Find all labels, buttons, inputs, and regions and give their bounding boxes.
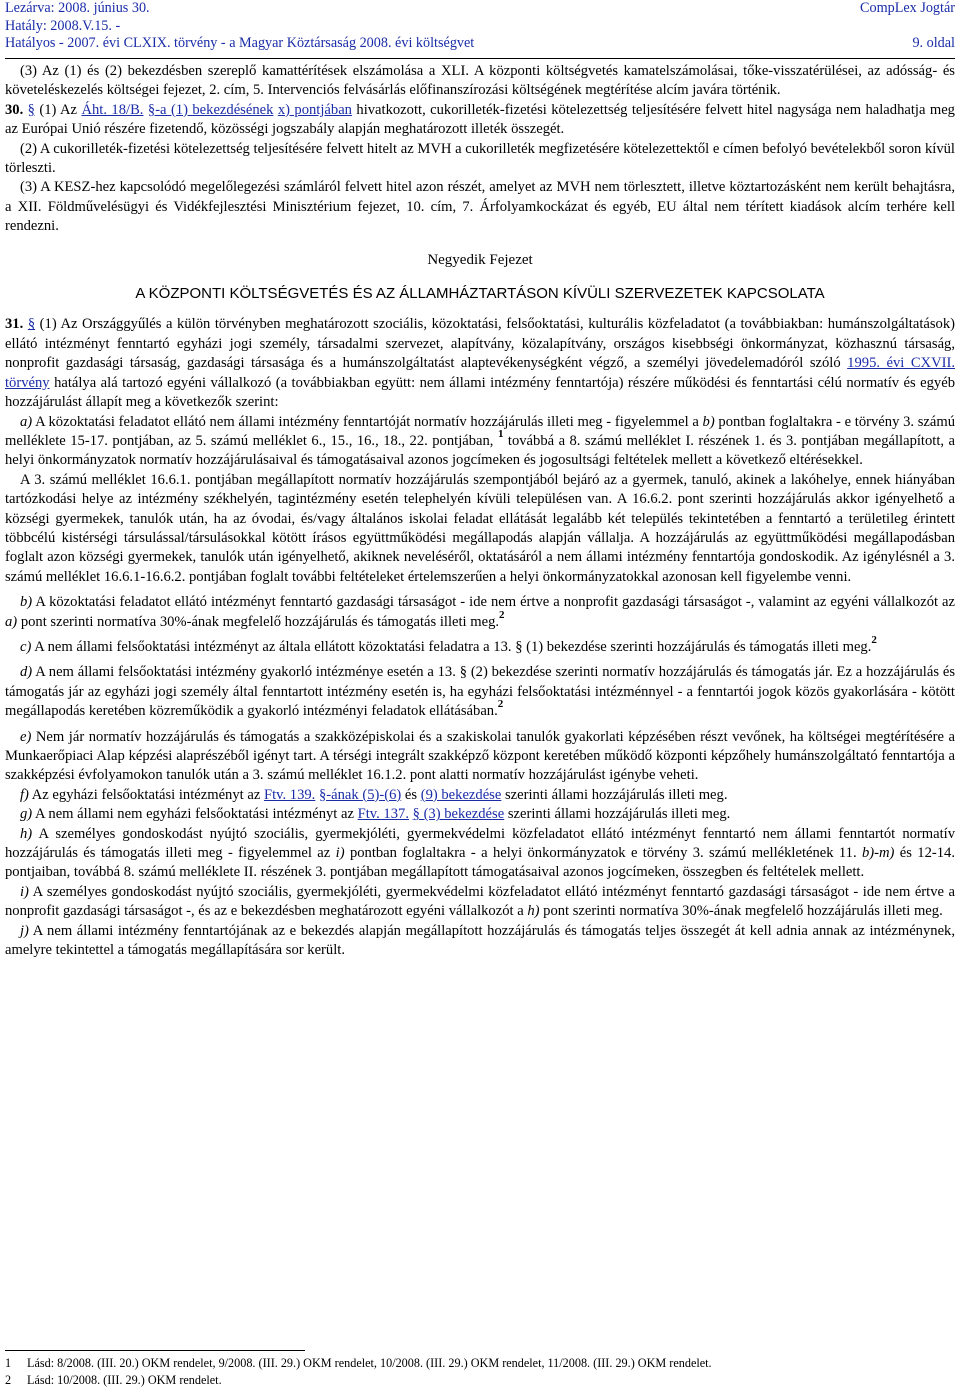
- point-a-text1: A közoktatási feladatot ellátó nem állami intézmény fenntartóját normatív hozzájárulás illeti meg - figyelemmel a: [35, 413, 699, 430]
- header-law-title: Hatályos - 2007. évi CLXIX. törvény - a Magyar Köztársaság 2008. évi költségvet: [5, 35, 475, 51]
- point-i-text1: A személyes gondoskodást nyújtó szociális, gyermekjóléti, gyermekvédelmi közfeladatot ellátó intézményt fenntartó gazdasági társaságot - ide nem értve a nonprofit gazdasági társaságot -, és az e bekezdésben meghatározott egyéni vállalkozót a: [5, 883, 955, 920]
- point-g: [5, 805, 955, 824]
- point-b: [5, 593, 955, 632]
- point-i: [5, 883, 955, 922]
- point-h-label: h): [20, 825, 33, 842]
- point-h-text2: pontban foglaltakra - a helyi önkormányzatok e törvény 3. számú mellékletének 11.: [349, 845, 857, 862]
- point-h-text1: A személyes gondoskodást nyújtó szociális, gyermekjóléti, gyermekvédelmi közfeladatot ellátó intézményt fenntartó nem állami fenntartót normatív hozzájárulás és támogatás illeti meg - figyelemmel az: [5, 825, 956, 862]
- section-30-p1-rest: hivatkozott, cukorilleték-fizetési kötelezettség teljesítésére felvett hitel nagysága nem haladhatja meg az Európai Unió részére fizetendő, közösségi jogszabály alapján meghatározott illeték összegét.: [5, 101, 955, 138]
- section-31-intro-a: (1) Az Országgyűlés a külön törvényben meghatározott szociális, közoktatási, felsőoktatási, kulturális közfeladatot (a továbbiakban: humánszolgáltatások) ellátó intézményt fenntartó egyházi jogi személy, társadalmi szervezet, alapítvány, közalapítvány, országos kisebbségi önkormányzat, közhasznú társaság, nonprofit gazdasági társaság, gazdasági társasága és a humánszolgáltatást alaptevékenységként végző, a személyi jövedelemadóról szóló: [5, 316, 955, 372]
- link-ftv-139-para[interactable]: §-ának (5)-(6): [318, 786, 402, 803]
- point-b-label: b): [20, 594, 33, 611]
- point-c-label: c): [20, 638, 32, 655]
- point-b-text1: A közoktatási feladatot ellátó intézményt fenntartó gazdasági társaságot - ide nem értve a nonprofit gazdasági társaságot -, valamint az egyéni vállalkozót az: [35, 594, 956, 611]
- link-ftv-139-9[interactable]: (9) bekezdése: [420, 786, 502, 803]
- point-b-text2: pont szerinti normatíva 30%-ának megfelelő hozzájárulás és támogatás illeti meg.: [20, 613, 500, 630]
- footnote-1-number: 1: [5, 1356, 12, 1370]
- point-d-text: A nem állami felsőoktatási intézmény gyakorló intézménye esetén a 13. § (2) bekezdése szerinti normatív hozzájárulás és támogatás jár. Ez a hozzájárulás és támogatás jár az egyházi jogi személy által fenntartott intézmény esetén is, ha egyházi felsőoktatási intézménnyel - a fenntartói jogok közös gyakorlására - kötött megállapodás keretében közreműködik a gyakorló intézményi feladatok ellátásában.: [5, 664, 956, 720]
- point-a-ref-b: b): [702, 413, 715, 430]
- point-a: [5, 413, 955, 471]
- point-f-and: és: [404, 786, 418, 803]
- page-header: [5, 0, 955, 56]
- chapter-title: A KÖZPONTI KÖLTSÉGVETÉS ÉS AZ ÁLLAMHÁZTARTÁSON KÍVÜLI SZERVEZETEK KAPCSOLATA: [135, 285, 825, 303]
- point-j-text: A nem állami intézmény fenntartójának az e bekezdés alapján megállapított hozzájárulás és támogatás teljes összegét át kell adnia annak az intézménynek, amelyre tekintettel a támogatás megállapítására sor került.: [5, 922, 955, 959]
- point-d: [5, 663, 955, 721]
- footnote-2: [5, 1372, 955, 1389]
- footnote-ref-2[interactable]: 2: [497, 698, 504, 711]
- point-c: [5, 633, 955, 657]
- footnote-2-number: 2: [5, 1373, 12, 1387]
- header-page-number: 9. oldal: [912, 35, 955, 51]
- point-e-text: Nem jár normatív hozzájárulás és támogatás a szakközépiskolai és a szakiskolai tanulók gyakorlati képzésében részt vevőnek, ha költségei megtérítésére a Munkaerőpiaci Alap képzési alaprészéből igényt tart. A térségi integrált szakképző központ keretében működő központi képzőhely humánszolgáltató fenntartója a szakképzési évfolyamokon tanulók után a 3. számú melléklet 16.1.2. pont alatti normatív hozzájárulást igénybe veheti.: [5, 728, 955, 784]
- section-31-intro-b: hatálya alá tartozó egyéni vállalkozó (a továbbiakban együtt: nem állami intézmény fenntartója) részére működési és fenntartási célú normatív és egyéb hozzájárulást állapít meg a következők szerint:: [5, 374, 955, 411]
- point-g-text1: A nem állami nem egyházi felsőoktatási intézményt az: [35, 806, 354, 823]
- header-row-2: [5, 18, 955, 36]
- point-f-text1: Az egyházi felsőoktatási intézményt az: [31, 786, 261, 803]
- point-f-label: f): [20, 786, 29, 803]
- header-divider: [5, 58, 955, 59]
- footnotes: [5, 1350, 955, 1389]
- point-h-text3: és 12-14. pontjaiban, továbbá 8. számú melléklete II. részének 3. pontjában megállapított támogatásaival azonos jogcímeken, összegben és feltételek mellett.: [5, 845, 955, 881]
- point-a-text2: pontban foglaltakra - e törvény 3. számú melléklete 15-17. pontjában, az 5. számú melléklet 6., 15., 16., 18., 22. pontjában,: [5, 413, 956, 449]
- point-h-ref-bm: b)-m): [861, 845, 895, 862]
- section-30-para-3: (3) A KESZ-hez kapcsolódó megelőlegezési számláról felvett hitel azon részét, amelyet az MVH nem törlesztett, illetve köztartozásként nem került behajtásra, a XII. Földművelésügyi és Vidékfejlesztési Minisztérium fejezet, 10. cím, 7. Árfolyamkockázat és egyéb, EU által nem térített kiadások alcím terhére kell rendezni.: [5, 179, 955, 235]
- header-effective: Hatály: 2008.V.15. -: [5, 17, 121, 34]
- point-a-label: a): [20, 413, 33, 430]
- section-30-number: 30.: [5, 101, 24, 118]
- header-row-1: [5, 0, 955, 18]
- section-29-para-3: (3) Az (1) és (2) bekezdésben szereplő kamattérítések elszámolása a XLI. A központi költségvetés kamatelszámolásai, tőke-visszatérülései, az adósság- és követeléskezelés költségei fejezet, 2. cím, 5. Intervenciós felvásárlás előfinanszírozási költségének megtérítése alcím javára történik.: [5, 63, 955, 99]
- point-j-label: j): [20, 922, 29, 939]
- footnote-ref-2[interactable]: 2: [871, 633, 877, 646]
- point-g-label: g): [20, 806, 33, 823]
- point-c-text: A nem állami felsőoktatási intézményt az általa ellátott közoktatási feladatra a 13. § (1) bekezdése szerinti hozzájárulás és támogatás illeti meg.: [34, 638, 872, 655]
- link-szja-torveny[interactable]: törvény: [5, 374, 50, 391]
- footnote-1: [5, 1355, 955, 1372]
- link-szja-1995[interactable]: 1995. évi CXVII.: [847, 355, 955, 372]
- link-ftv-139[interactable]: Ftv. 139.: [263, 786, 316, 803]
- point-e-label: e): [20, 728, 32, 745]
- section-31-para-1: [5, 315, 955, 412]
- point-i-ref-h: h): [527, 903, 540, 920]
- chapter-heading: Negyedik Fejezet: [427, 251, 533, 268]
- point-i-label: i): [20, 883, 29, 900]
- link-aht-18b-para[interactable]: §-a (1) bekezdésének: [147, 101, 274, 118]
- header-app-name: CompLex Jogtár: [860, 0, 955, 16]
- footnote-ref-1[interactable]: 1: [497, 427, 504, 440]
- section-31-sign[interactable]: §: [27, 316, 36, 333]
- point-a-text3: továbbá a 8. számú melléklet I. részének 1. és 3. pontjában megállapított, a helyi önkormányzatok normatív hozzájárulásaival és támogatásaival azonos jogcímeken és jogosultsági feltételek mellett a következő eltérésekkel.: [5, 432, 955, 469]
- point-h: [5, 825, 955, 883]
- section-30-sign[interactable]: §: [27, 101, 35, 118]
- point-b-ref-a: a): [5, 613, 18, 630]
- section-30-p1-start: (1) Az: [39, 101, 78, 118]
- footnote-divider: [5, 1350, 305, 1351]
- header-row-3: [5, 35, 955, 53]
- footnote-2-text: Lásd: 10/2008. (III. 29.) OKM rendelet.: [27, 1373, 222, 1387]
- point-h-ref-i: i): [335, 845, 345, 862]
- point-d-label: d): [20, 664, 33, 681]
- footnote-ref-2[interactable]: 2: [499, 608, 505, 621]
- header-closed-date: Lezárva: 2008. június 30.: [5, 0, 150, 16]
- section-31-number: 31.: [5, 316, 24, 333]
- point-j: [5, 922, 955, 961]
- link-aht-18b[interactable]: Áht. 18/B.: [81, 101, 144, 118]
- point-g-text2: szerinti állami hozzájárulás illeti meg.: [507, 806, 731, 823]
- footnote-1-text: Lásd: 8/2008. (III. 20.) OKM rendelet, 9/2008. (III. 29.) OKM rendelet, 10/2008. (III. 29.) OKM rendelet, 11/2008. (III. 29.) OKM rendelet.: [27, 1356, 712, 1370]
- point-e: [5, 728, 955, 786]
- section-30-para-1: [5, 101, 955, 140]
- point-f-text2: szerinti állami hozzájárulás illeti meg.: [505, 786, 728, 803]
- point-a-sub: A 3. számú melléklet 16.6.1. pontjában megállapított normatív hozzájárulás szempontjából bejáró az a gyermek, tanuló, akinek a lakóhelye, ennek hiányában tartózkodási helye az intézmény székhelyén, tagintézmény esetén telephelyén kívüli településen van. A 16.6.2. pont szerinti hozzájárulás akkor igényelhető a községi gyermekek, tanulók után, ha az óvodai, és/vagy általános iskolai feladat ellátását legalább két település tekintetében a fenntartó a területileg érintett többcélú kistérségi társulással/társulásokkal kötött írásos együttműködési megállapodás alapján vállalja. A hozzájárulás az együttműködési megállapodásban foglalt azon községi gyermekek, tanulók után igényelhető, akiknek neveléséről, oktatásáról a nem állami intézmény fenntartója gondoskodik. Az igénylésnél a 3. számú melléklet 16.6.1-16.6.2. pontjában foglalt további feltételeket értelemszerűen a helyi önkormányzatokkal azonosan kell figyelembe venni.: [5, 471, 955, 585]
- section-30-para-2: (2) A cukorilleték-fizetési kötelezettség teljesítésére felvett hitelt az MVH a cukorilleték megfizetésére kötelezettektől e címen befolyó bevételekből soron kívül törleszti.: [5, 140, 955, 177]
- document-body: [5, 62, 955, 960]
- link-aht-18b-x[interactable]: x) pontjában: [277, 101, 352, 118]
- point-f: [5, 786, 955, 805]
- link-ftv-137-3[interactable]: § (3) bekezdése: [412, 806, 505, 823]
- point-i-text2: pont szerinti normatíva 30%-ának megfelelő hozzájárulás illeti meg.: [543, 903, 943, 920]
- link-ftv-137[interactable]: Ftv. 137.: [357, 806, 409, 823]
